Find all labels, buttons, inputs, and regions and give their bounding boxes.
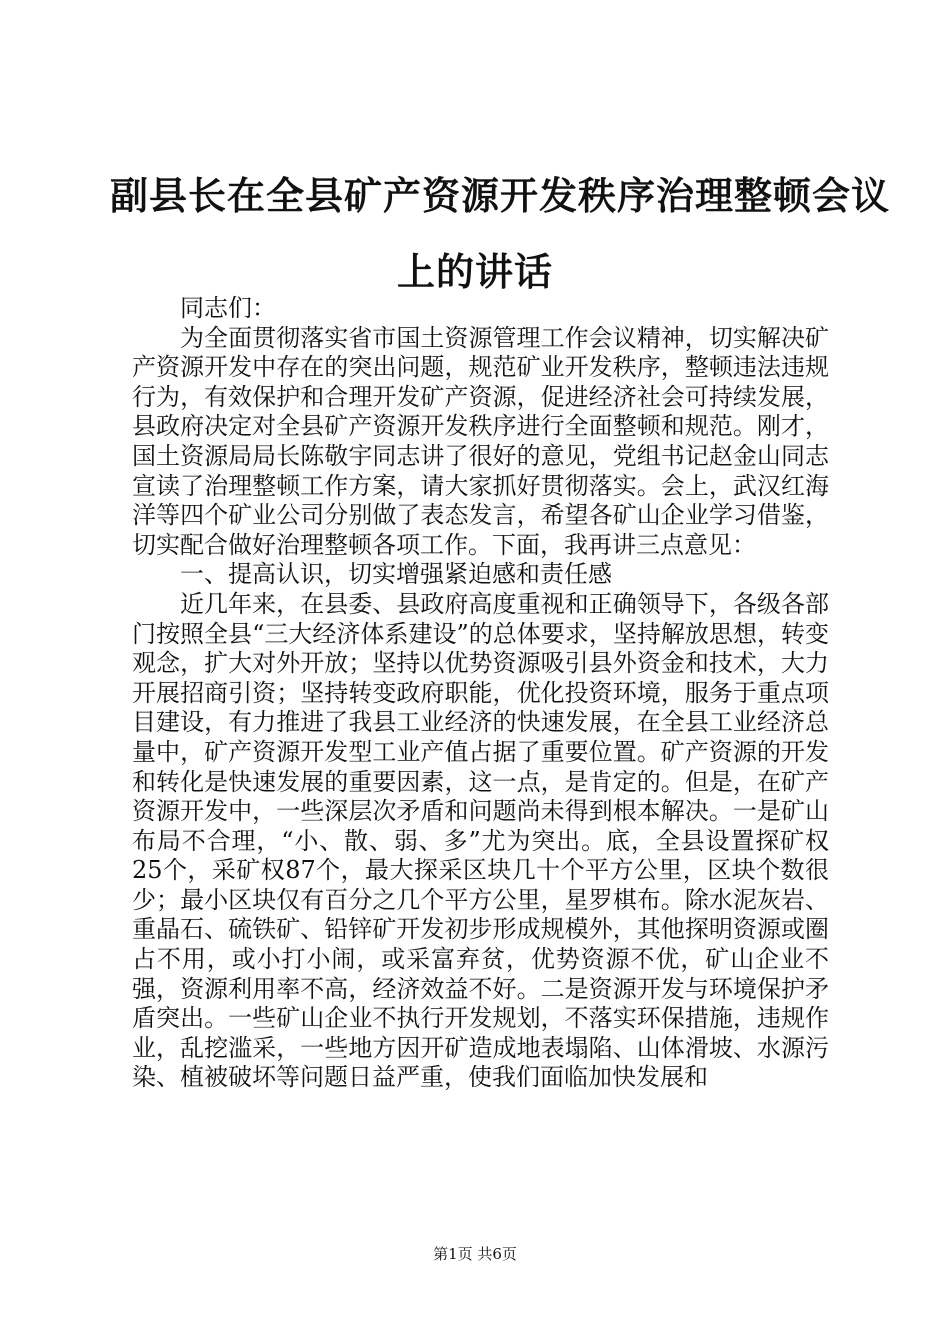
document-body	[132, 294, 829, 1093]
paragraph-1: 为全面贯彻落实省市国土资源管理工作会议精神，切实解决矿产资源开发中存在的突出问题，规范矿业开发秩序，整顿违法违规行为，有效保护和合理开发矿产资源，促进经济社会可持续发展，县政府决定对全县矿产资源开发秩序进行全面整顿和规范。刚才，国土资源局局长陈敬宇同志讲了很好的意见，党组书记赵金山同志宣读了治理整顿工作方案，请大家抓好贯彻落实。会上，武汉红海洋等四个矿业公司分别做了表态发言，希望各矿山企业学习借鉴，切实配合做好治理整顿各项工作。下面，我再讲三点意见：	[132, 323, 829, 559]
paragraph-2: 近几年来，在县委、县政府高度重视和正确领导下，各级各部门按照全县“三大经济体系建设”的总体要求，坚持解放思想，转变观念，扩大对外开放；坚持以优势资源吸引县外资金和技术，大力开展招商引资；坚持转变政府职能，优化投资环境，服务于重点项目建设，有力推进了我县工业经济的快速发展，在全县工业经济总量中，矿产资源开发型工业产值占据了重要位置。矿产资源的开发和转化是快速发展的重要因素，这一点，是肯定的。但是，在矿产资源开发中，一些深层次矛盾和问题尚未得到根本解决。一是矿山布局不合理，“小、散、弱、多”尤为突出。底，全县设置探矿权25个，采矿权87个，最大探采区块几十个平方公里，区块个数很少；最小区块仅有百分之几个平方公里，星罗棋布。除水泥灰岩、重晶石、硫铁矿、铅锌矿开发初步形成规模外，其他探明资源或圈占不用，或小打小闹，或采富弃贫，优势资源不优，矿山企业不强，资源利用率不高，经济效益不好。二是资源开发与环境保护矛盾突出。一些矿山企业不执行开发规划，不落实环保措施，违规作业，乱挖滥采，一些地方因开矿造成地表塌陷、山体滑坡、水源污染、植被破坏等问题日益严重，使我们面临加快发展和	[132, 589, 829, 1092]
greeting: 同志们：	[180, 294, 276, 322]
document-title	[110, 158, 891, 310]
section-1-heading: 一、提高认识，切实增强紧迫感和责任感	[180, 560, 612, 589]
title-line-1: 副县长在全县矿产资源开发秩序治理整顿会议	[110, 173, 891, 218]
page-footer: 第1页 共6页	[433, 1245, 517, 1263]
title-line-2: 上的讲话	[396, 249, 553, 294]
